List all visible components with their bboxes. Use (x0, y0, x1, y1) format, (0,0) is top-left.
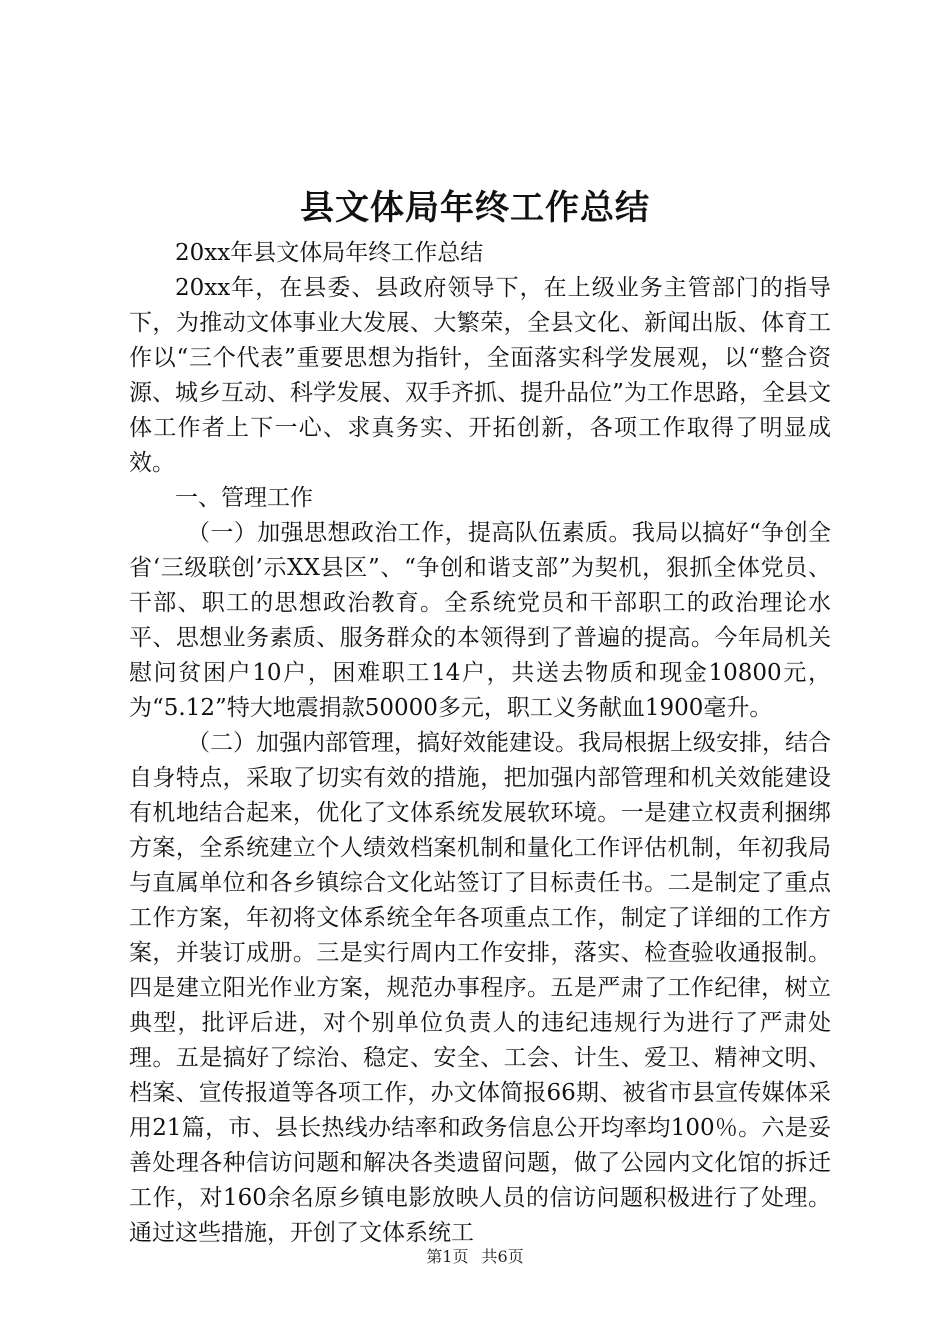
document-body (129, 236, 831, 1251)
document-title: 县文体局年终工作总结 (300, 188, 650, 228)
paragraph-political-work: （一）加强思想政治工作，提高队伍素质。我局以搞好“争创全省‘三级联创’示XX县区”、“争创和谐支部”为契机，狠抓全体党员、干部、职工的思想政治教育。全系统党员和干部职工的政治理论水平、思想业务素质、服务群众的本领得到了普遍的提高。今年局机关慰问贫困户10户，困难职工14户，共送去物质和现金10800元，为“5.12”特大地震捐款50000多元，职工义务献血1900毫升。 (129, 520, 831, 721)
paragraph-internal-management: （二）加强内部管理，搞好效能建设。我局根据上级安排，结合自身特点，采取了切实有效的措施，把加强内部管理和机关效能建设有机地结合起来，优化了文体系统发展软环境。一是建立权责利捆绑方案，全系统建立个人绩效档案机制和量化工作评估机制，年初我局与直属单位和各乡镇综合文化站签订了目标责任书。二是制定了重点工作方案，年初将文体系统全年各项重点工作，制定了详细的工作方案，并装订成册。三是实行周内工作安排，落实、检查验收通报制。四是建立阳光作业方案，规范办事程序。五是严肃了工作纪律，树立典型，批评后进，对个别单位负责人的违纪违规行为进行了严肃处理。五是搞好了综治、稳定、安全、工会、计生、爱卫、精神文明、档案、宣传报道等各项工作，办文体简报66期、被省市县宣传媒体采用21篇，市、县长热线办结率和政务信息公开均率均100％。六是妥善处理各种信访问题和解决各类遗留问题，做了公园内文化馆的拆迁工作，对160余名原乡镇电影放映人员的信访问题积极进行了处理。通过这些措施，开创了文体系统工 (129, 730, 831, 1246)
page-footer (0, 1247, 950, 1267)
section-heading-management: 一、管理工作 (175, 485, 313, 511)
page-number-current: 第1页 (426, 1247, 469, 1266)
paragraph-subtitle: 20xx年县文体局年终工作总结 (175, 240, 484, 266)
paragraph-intro: 20xx年，在县委、县政府领导下，在上级业务主管部门的指导下，为推动文体事业大发展、大繁荣，全县文化、新闻出版、体育工作以“三个代表”重要思想为指针，全面落实科学发展观，以“整合资源、城乡互动、科学发展、双手齐抓、提升品位”为工作思路，全县文体工作者上下一心、求真务实、开拓创新，各项工作取得了明显成效。 (129, 275, 831, 476)
page-number-total: 共6页 (481, 1247, 524, 1266)
